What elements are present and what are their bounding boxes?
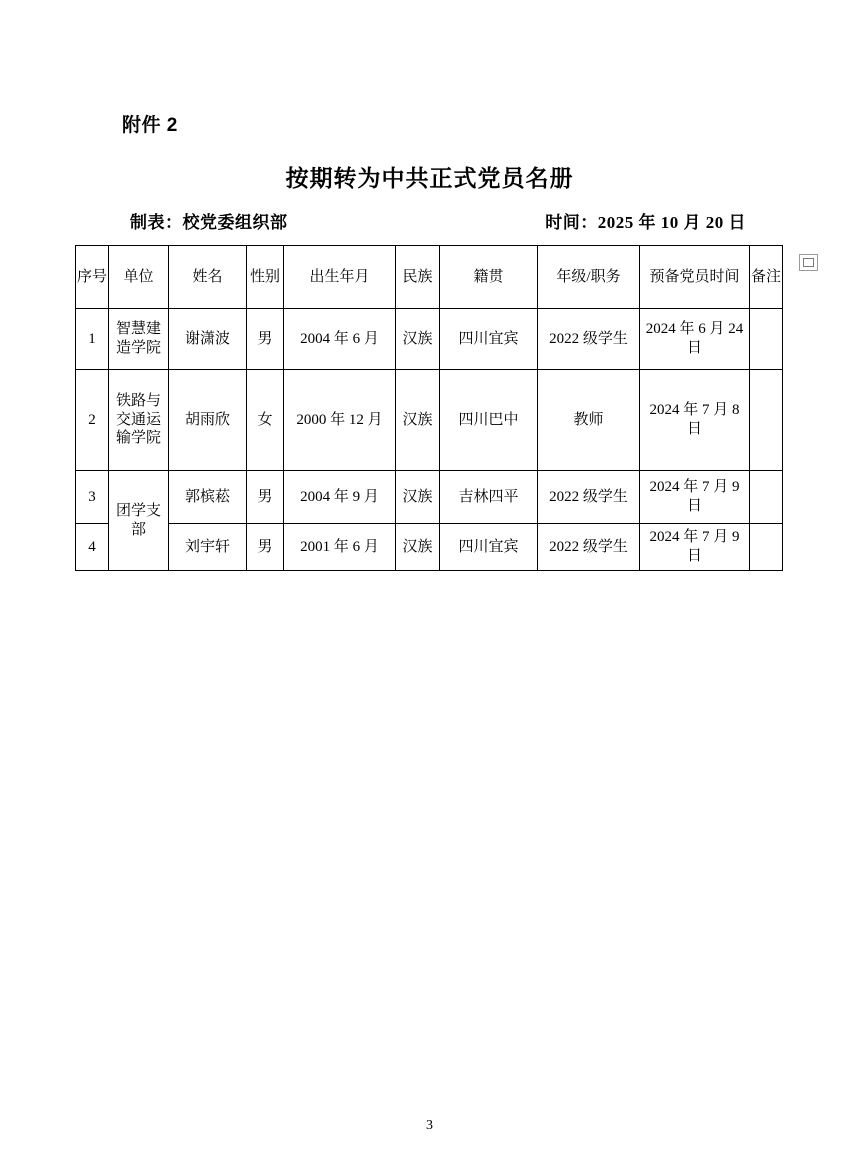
header-grade-position: 年级/职务 [538,246,640,309]
header-sex: 性别 [247,246,284,309]
cell-prep-date: 2024 年 7 月 8 日 [640,370,750,471]
cell-native-place: 四川宜宾 [440,309,538,370]
header-prep-date: 预备党员时间 [640,246,750,309]
header-birth: 出生年月 [284,246,396,309]
header-unit: 单位 [109,246,169,309]
meta-date: 时间：2025 年 10 月 20 日 [545,213,746,232]
cell-birth: 2000 年 12 月 [284,370,396,471]
cell-sex: 男 [247,471,284,524]
page-title: 按期转为中共正式党员名册 [285,166,574,191]
header-nation: 民族 [396,246,440,309]
header-native-place: 籍贯 [440,246,538,309]
cell-name: 刘宇轩 [169,524,247,571]
meta-compiler: 制表：校党委组织部 [130,213,288,232]
table-header-row [76,246,783,309]
table-row [76,309,783,370]
attachment-label: 附件 2 [122,115,178,136]
cell-native-place: 四川巴中 [440,370,538,471]
cell-nation: 汉族 [396,471,440,524]
cell-seq: 3 [76,471,109,524]
cell-name: 谢潇波 [169,309,247,370]
cell-native-place: 吉林四平 [440,471,538,524]
cell-name: 胡雨欣 [169,370,247,471]
cell-remark [750,370,783,471]
header-seq: 序号 [76,246,109,309]
cell-seq: 4 [76,524,109,571]
cell-grade-position: 2022 级学生 [538,309,640,370]
cell-name: 郭槟菘 [169,471,247,524]
table-row [76,524,783,571]
cell-unit: 团学支部 [109,471,169,571]
cell-prep-date: 2024 年 7 月 9 日 [640,471,750,524]
image-anchor-icon[interactable] [799,254,818,271]
page-number: 3 [426,1118,433,1133]
cell-grade-position: 2022 级学生 [538,471,640,524]
cell-native-place: 四川宜宾 [440,524,538,571]
cell-grade-position: 教师 [538,370,640,471]
table-row [76,370,783,471]
cell-seq: 1 [76,309,109,370]
cell-sex: 男 [247,309,284,370]
cell-nation: 汉族 [396,524,440,571]
cell-nation: 汉族 [396,309,440,370]
cell-birth: 2001 年 6 月 [284,524,396,571]
cell-nation: 汉族 [396,370,440,471]
cell-sex: 男 [247,524,284,571]
cell-birth: 2004 年 6 月 [284,309,396,370]
roster-table [75,245,783,571]
cell-prep-date: 2024 年 6 月 24 日 [640,309,750,370]
header-name: 姓名 [169,246,247,309]
cell-remark [750,471,783,524]
cell-remark [750,309,783,370]
header-remark: 备注 [750,246,783,309]
cell-seq: 2 [76,370,109,471]
cell-remark [750,524,783,571]
cell-unit: 铁路与交通运输学院 [109,370,169,471]
cell-birth: 2004 年 9 月 [284,471,396,524]
meta-row [130,208,746,232]
cell-prep-date: 2024 年 7 月 9 日 [640,524,750,571]
cell-sex: 女 [247,370,284,471]
cell-unit: 智慧建造学院 [109,309,169,370]
cell-grade-position: 2022 级学生 [538,524,640,571]
table-row [76,471,783,524]
